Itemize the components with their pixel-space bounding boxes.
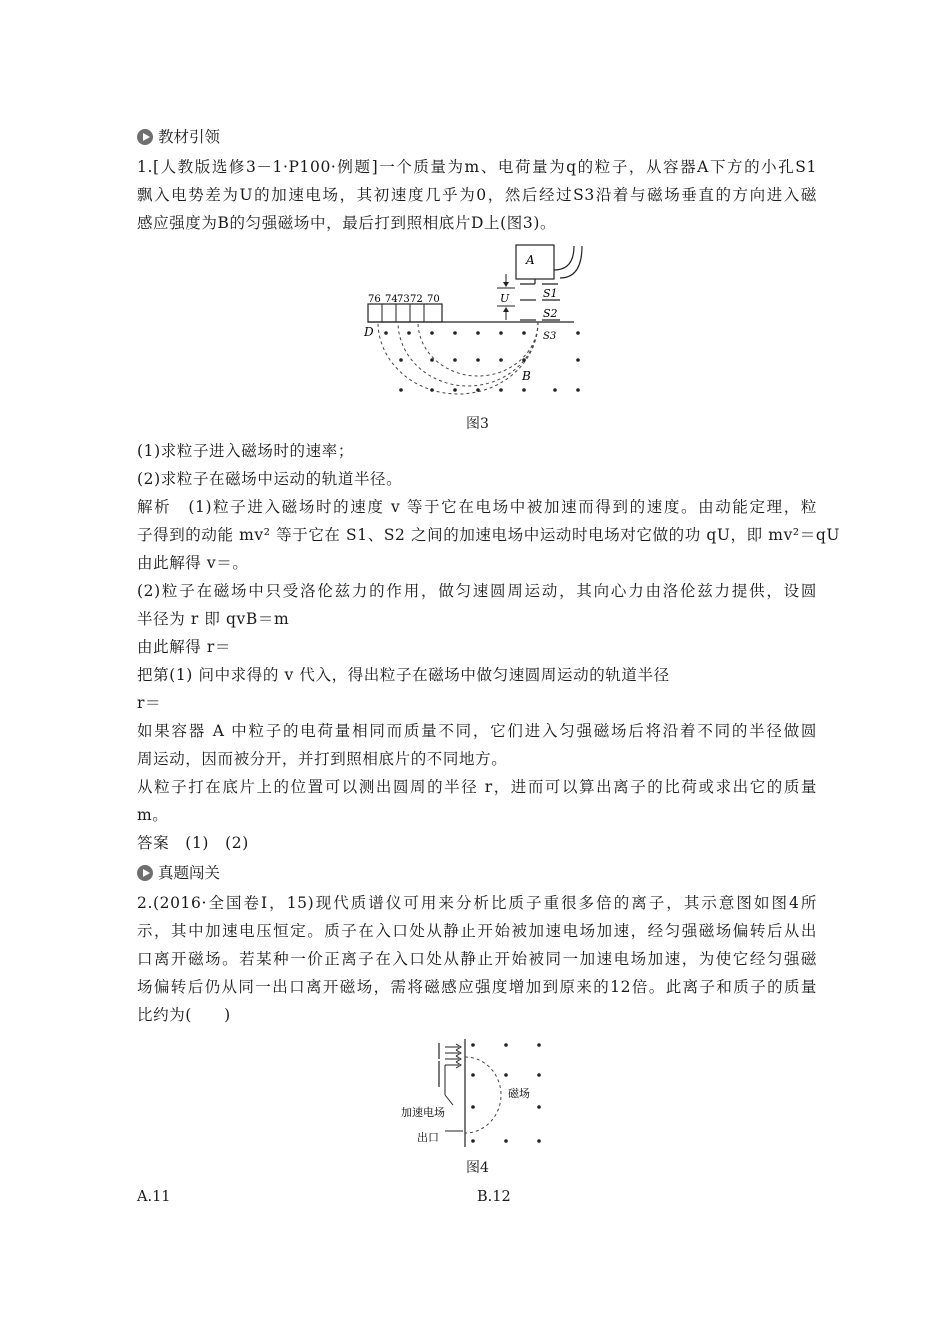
q2-line: 口离开磁场。若某种一价正离子在入口处从静止开始被同一加速电场加速，为使它经匀强磁 <box>137 950 817 968</box>
solution-line: 如果容器 A 中粒子的电荷量相同而质量不同，它们进入匀强磁场后将沿着不同的半径做圆 <box>137 722 817 740</box>
q2-line: 场偏转后仍从同一出口离开磁场，需将磁感应强度增加到原来的12倍。此离子和质子的质量 <box>137 978 817 996</box>
label-a: A <box>526 253 535 267</box>
label-field: 磁场 <box>508 1087 530 1100</box>
play-icon <box>137 129 153 145</box>
scale-label: 76 <box>368 294 381 305</box>
q1-line: 1.[人教版选修3－1·P100·例题]一个质量为m、电荷量为q的粒子，从容器A下方的小孔S1 <box>137 158 817 176</box>
figure-4-caption: 图4 <box>466 1160 489 1176</box>
answer-line: 答案 (1) (2) <box>137 834 249 852</box>
solution-line: m。 <box>137 806 169 824</box>
q2-line: 2.(2016·全国卷Ⅰ，15)现代质谱仪可用来分析比质子重很多倍的离子，其示意图如图4所 <box>137 894 817 912</box>
q1-part: (1)求粒子进入磁场时的速率； <box>137 442 354 460</box>
section-header-textbook <box>137 127 220 147</box>
label-s1: S1 <box>543 287 558 300</box>
q2-line: 示，其中加速电压恒定。质子在入口处从静止开始被加速电场加速，经匀强磁场偏转后从出 <box>137 922 817 940</box>
photo-plate <box>368 304 442 322</box>
magnetic-field-dots <box>471 1043 541 1143</box>
q1-line: 飘入电势差为U的加速电场，其初速度几乎为0，然后经过S3沿着与磁场垂直的方向进入磁 <box>137 186 817 204</box>
q2-line: 比约为( ) <box>137 1006 231 1024</box>
scale-label: 70 <box>427 294 440 305</box>
label-s3: S3 <box>543 331 557 342</box>
solution-line: 由此解得 r＝ <box>137 638 232 656</box>
container-a <box>516 245 554 279</box>
scale-label: 74 <box>385 294 398 305</box>
label-exit: 出口 <box>417 1131 439 1144</box>
section-header-exam <box>137 863 220 883</box>
solution-line: 子得到的动能 mv² 等于它在 S1、S2 之间的加速电场中运动时电场对它做的功 qU，即 mv²＝qU <box>137 526 841 544</box>
solution-line: r＝ <box>137 694 162 712</box>
solution-line: 由此解得 v＝。 <box>137 554 249 572</box>
solution-line: 周运动，因而被分开，并打到照相底片的不同地方。 <box>137 750 508 768</box>
solution-line: 从粒子打在底片上的位置可以测出圆周的半径 r，进而可以算出离子的比荷或求出它的质量 <box>137 778 817 796</box>
play-icon <box>137 865 153 881</box>
figure-3-caption: 图3 <box>466 416 489 432</box>
label-b: B <box>522 369 531 383</box>
label-accel: 加速电场 <box>401 1106 445 1119</box>
inlet-pipe <box>554 246 582 278</box>
scale-label: 72 <box>410 294 423 305</box>
label-u: U <box>500 292 510 305</box>
trajectory <box>465 1057 501 1133</box>
solution-line: 把第(1) 问中求得的 v 代入，得出粒子在磁场中做匀速圆周运动的轨道半径 <box>137 666 670 684</box>
solution-line: (2)粒子在磁场中只受洛伦兹力的作用，做匀速圆周运动，其向心力由洛伦兹力提供，设圆 <box>137 582 817 600</box>
scale-label: 73 <box>397 294 410 305</box>
solution-line: 半径为 r 即 qvB＝m <box>137 610 290 628</box>
figure-4-mass-spectrometer <box>395 1035 555 1150</box>
label-d: D <box>364 325 374 339</box>
option-b: B.12 <box>477 1189 511 1205</box>
option-a: A.11 <box>137 1189 171 1205</box>
label-s2: S2 <box>543 307 558 320</box>
section-title: 教材引领 <box>158 128 221 146</box>
solution-line: 解析 (1)粒子进入磁场时的速度 v 等于它在电场中被加速而得到的速度。由动能定理，粒 <box>137 498 817 516</box>
trajectory <box>378 322 538 394</box>
section-title: 真题闯关 <box>158 864 221 882</box>
q1-part: (2)求粒子在磁场中运动的轨道半径。 <box>137 470 403 488</box>
figure-3-mass-spectrometer <box>360 240 600 405</box>
q1-line: 感应强度为B的匀强磁场中，最后打到照相底片D上(图3)。 <box>137 214 557 232</box>
